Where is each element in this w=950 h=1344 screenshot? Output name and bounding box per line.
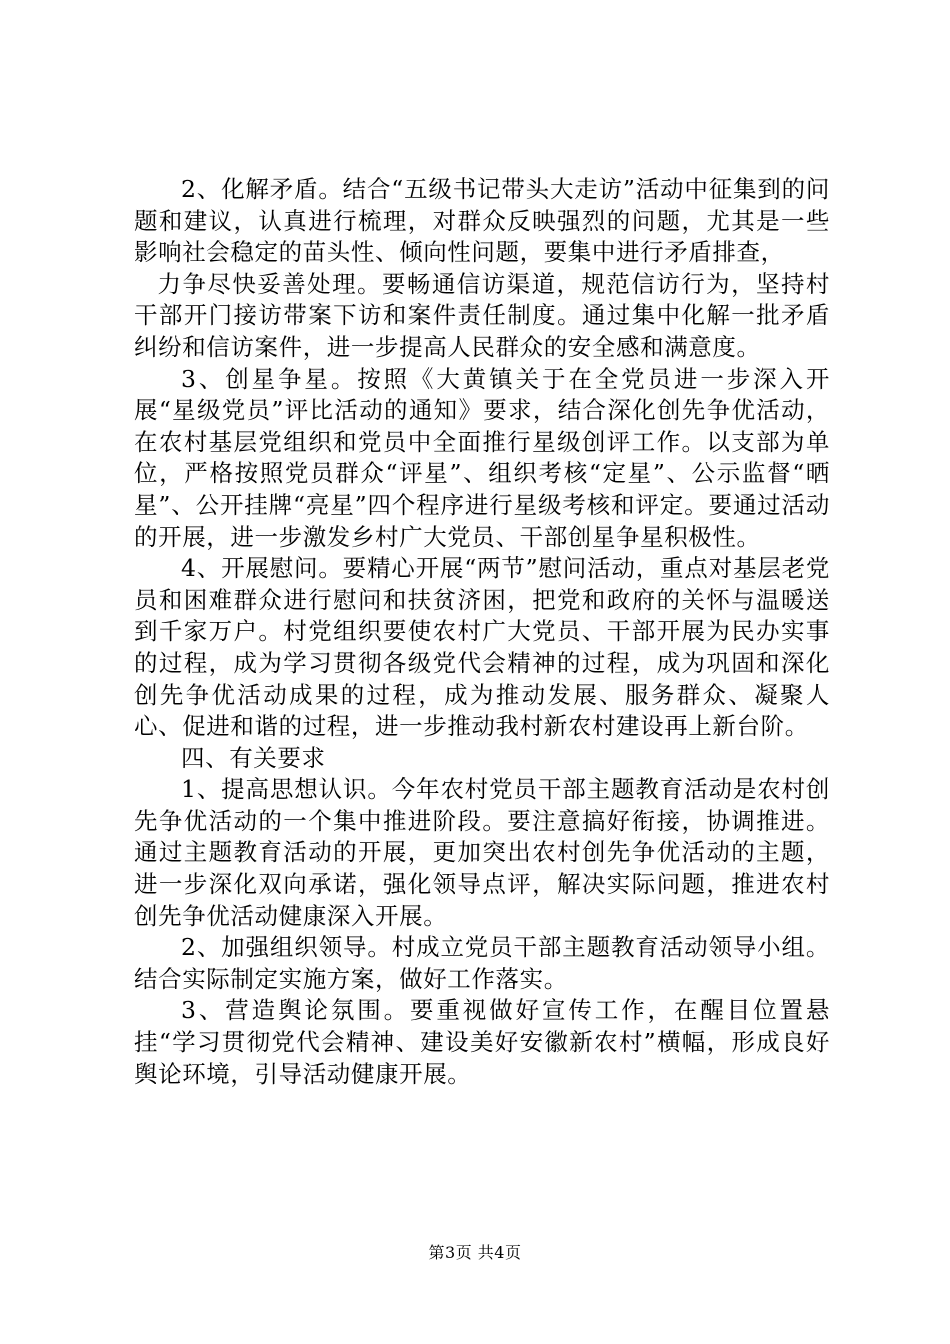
document-body [134,174,830,1090]
section-heading-requirements: 四、有关要求 [181,743,326,772]
paragraph-star-rating: 3、创星争星。按照《大黄镇关于在全党员进一步深入开展“星级党员”评比活动的通知》要求，结合深化创先争优活动，在农村基层党组织和党员中全面推行星级创评工作。以支部为单位，严格按照党员群众“评星”、组织考核“定星”、公示监督“晒星”、公开挂牌“亮星”四个程序进行星级考核和评定。要通过活动的开展，进一步激发乡村广大党员、干部创星争星积极性。 [134,364,830,551]
paragraph-condolence-visits: 4、开展慰问。要精心开展“两节”慰问活动，重点对基层老党员和困难群众进行慰问和扶贫济困，把党和政府的关怀与温暖送到千家万户。村党组织要使农村广大党员、干部开展为民办实事的过程，成为学习贯彻各级党代会精神的过程，成为巩固和深化创先争优活动成果的过程，成为推动发展、服务群众、凝聚人心、促进和谐的过程，进一步推动我村新农村建设再上新台阶。 [134,554,830,741]
paragraph-resolve-conflicts: 2、化解矛盾。结合“五级书记带头大走访”活动中征集到的问题和建议，认真进行梳理，对群众反映强烈的问题，尤其是一些影响社会稳定的苗头性、倾向性问题，要集中进行矛盾排查， [134,175,830,267]
paragraph-strengthen-leadership: 2、加强组织领导。村成立党员干部主题教育活动领导小组。结合实际制定实施方案，做好工作落实。 [134,933,830,993]
page-number-footer: 第3页 共4页 [428,1243,522,1262]
paragraph-petition-handling: 力争尽快妥善处理。要畅通信访渠道，规范信访行为，坚持村干部开门接访带案下访和案件责任制度。通过集中化解一批矛盾纠纷和信访案件，进一步提高人民群众的安全感和满意度。 [134,269,830,361]
paragraph-public-opinion: 3、营造舆论氛围。要重视做好宣传工作，在醒目位置悬挂“学习贯彻党代会精神、建设美好安徽新农村”横幅，形成良好舆论环境，引导活动健康开展。 [134,996,830,1088]
paragraph-raise-awareness: 1、提高思想认识。今年农村党员干部主题教育活动是农村创先争优活动的一个集中推进阶段。要注意搞好衔接，协调推进。通过主题教育活动的开展，更加突出农村创先争优活动的主题，进一步深化双向承诺，强化领导点评，解决实际问题，推进农村创先争优活动健康深入开展。 [134,775,830,930]
